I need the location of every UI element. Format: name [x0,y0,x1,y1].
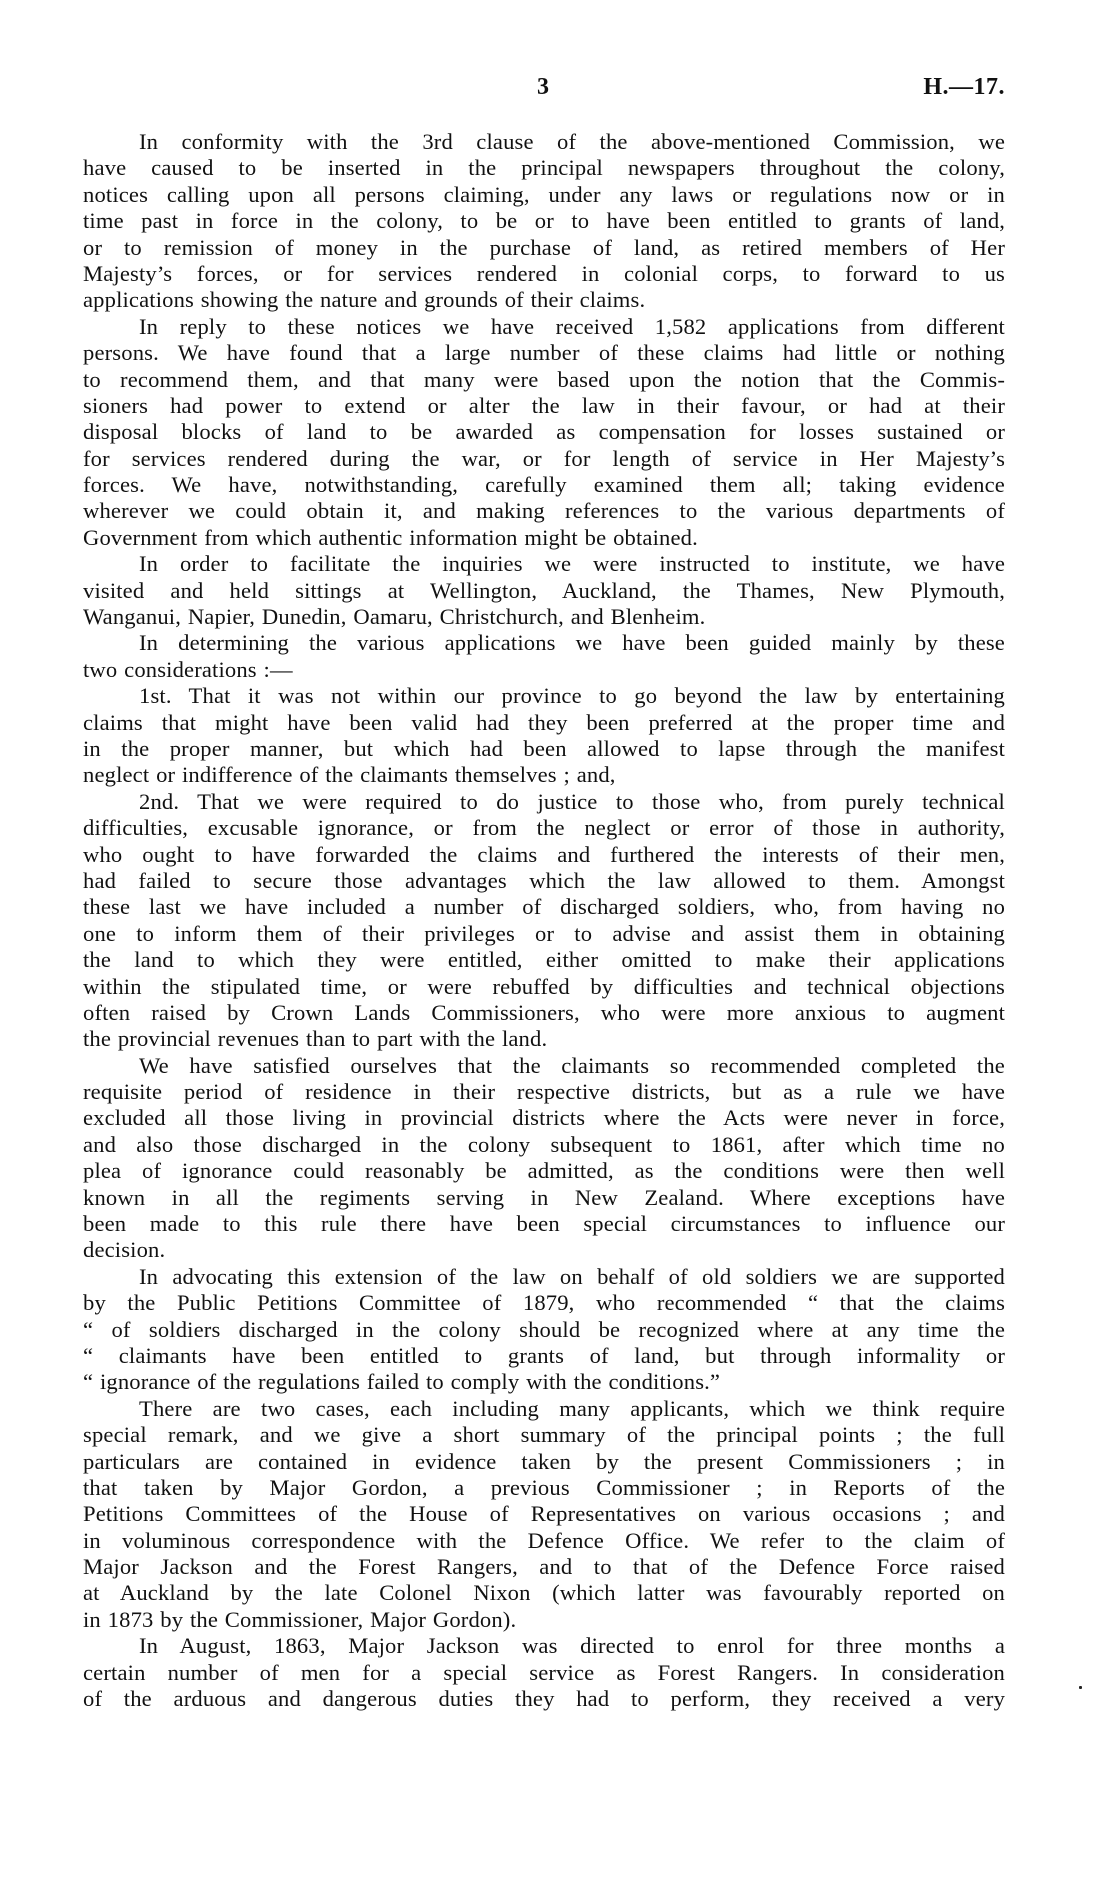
text-line: In determining the various applications we have been guided mainly by these [139,630,1005,656]
text-line: of the arduous and dangerous duties they had to perform, they received a very [83,1686,1006,1712]
paragraph [83,314,1005,552]
text-line: “ ignorance of the regulations failed to comply with the conditions.” [83,1369,721,1395]
text-line: In reply to these notices we have received 1,582 applications from different [139,313,1005,339]
page-number: 3 [537,74,549,100]
text-line: or to remission of money in the purchase of land, as retired members of Her [83,234,1005,260]
text-line: wherever we could obtain it, and making references to the various departments of [83,498,1005,524]
text-line: had failed to secure those advantages which the law allowed to them. Amongst [83,867,1005,893]
text-line: and also those discharged in the colony subsequent to 1861, after which time no [83,1131,1005,1157]
text-line: by the Public Petitions Committee of 1879, who recommended “ that the claims [83,1290,1006,1316]
text-line: In August, 1863, Major Jackson was directed to enrol for three months a [139,1633,1005,1659]
text-line: in the proper manner, but which had been allowed to lapse through the manifest [83,735,1005,761]
text-line: plea of ignorance could reasonably be admitted, as the conditions were then well [83,1158,1006,1184]
text-line: claims that might have been valid had they been preferred at the proper time and [83,709,1006,735]
paragraph [83,683,1005,789]
text-line: at Auckland by the late Colonel Nixon (which latter was favourably reported on [83,1580,1005,1606]
paragraph [83,1264,1005,1396]
paragraph [83,129,1005,314]
text-line: applications showing the nature and grounds of their claims. [83,287,646,313]
text-line: have caused to be inserted in the principal newspapers throughout the colony, [83,155,1005,181]
text-line: “ claimants have been entitled to grants of land, but through informality or [83,1342,1005,1368]
text-line: the provincial revenues than to part with the land. [83,1026,548,1052]
text-line: disposal blocks of land to be awarded as compensation for losses sustained or [83,419,1005,445]
text-line: We have satisfied ourselves that the claimants so recommended completed the [139,1052,1005,1078]
text-line: in voluminous correspondence with the Defence Office. We refer to the claim of [83,1527,1005,1553]
text-line: the land to which they were entitled, either omitted to make their applications [83,947,1005,973]
text-line: often raised by Crown Lands Commissioners, who were more anxious to augment [83,999,1005,1025]
text-line: In order to facilitate the inquiries we were instructed to institute, we have [139,551,1006,577]
text-line: within the stipulated time, or were rebuffed by difficulties and technical objections [83,973,1005,999]
text-line: Major Jackson and the Forest Rangers, and to that of the Defence Force raised [83,1554,1005,1580]
body-text [83,129,1005,1712]
text-line: that taken by Major Gordon, a previous Commissioner ; in Reports of the [83,1474,1005,1500]
paragraph [83,789,1005,1053]
text-line: notices calling upon all persons claiming, under any laws or regulations now or in [83,181,1005,207]
paragraph [83,551,1005,630]
text-line: neglect or indifference of the claimants themselves ; and, [83,762,616,788]
scan-artifact-dot [1079,1686,1082,1689]
text-line: sioners had power to extend or alter the law in their favour, or had at their [83,392,1005,418]
text-line: known in all the regiments serving in New Zealand. Where exceptions have [83,1184,1005,1210]
text-line: these last we have included a number of discharged soldiers, who, from having no [83,894,1006,920]
text-line: for services rendered during the war, or for length of service in Her Majesty’s [83,445,1006,471]
text-line: In conformity with the 3rd clause of the above-mentioned Commission, we [139,129,1005,154]
text-line: certain number of men for a special service as Forest Rangers. In consideration [83,1659,1005,1685]
text-line: been made to this rule there have been special circumstances to influence our [83,1211,1006,1237]
text-line: 1st. That it was not within our province to go beyond the law by entertaining [139,683,1005,709]
text-line: in 1873 by the Commissioner, Major Gordon). [83,1606,517,1632]
text-line: two considerations :— [83,656,293,682]
text-line: Petitions Committees of the House of Representatives on various occasions ; and [83,1501,1005,1527]
document-reference: H.—17. [923,74,1005,100]
text-line: In advocating this extension of the law on behalf of old soldiers we are supported [139,1263,1005,1289]
text-line: who ought to have forwarded the claims and furthered the interests of their men, [83,841,1005,867]
text-line: requisite period of residence in their respective districts, but as a rule we have [83,1079,1006,1105]
text-line: special remark, and we give a short summary of the principal points ; the full [83,1422,1005,1448]
text-line: difficulties, excusable ignorance, or from the neglect or error of those in authority, [83,815,1006,841]
text-line: to recommend them, and that many were based upon the notion that the Commis- [83,366,1005,392]
text-line: visited and held sittings at Wellington, Auckland, the Thames, New Plymouth, [83,577,1006,603]
text-line: decision. [83,1237,166,1263]
paragraph [83,630,1005,683]
text-line: excluded all those living in provincial districts where the Acts were never in force, [83,1105,1006,1131]
text-line: “ of soldiers discharged in the colony should be recognized where at any time the [83,1316,1006,1342]
text-line: Government from which authentic information might be obtained. [83,524,698,550]
text-line: There are two cases, each including many applicants, which we think require [139,1395,1005,1421]
text-line: one to inform them of their privileges or to advise and assist them in obtaining [83,920,1005,946]
text-line: Wanganui, Napier, Dunedin, Oamaru, Christchurch, and Blenheim. [83,604,706,630]
text-line: Majesty’s forces, or for services rendered in colonial corps, to forward to us [83,260,1005,286]
text-line: time past in force in the colony, to be or to have been entitled to grants of land, [83,208,1006,234]
paragraph [83,1053,1005,1264]
text-line: particulars are contained in evidence taken by the present Commissioners ; in [83,1448,1005,1474]
page-header [83,74,1005,102]
paragraph [83,1633,1005,1712]
text-line: forces. We have, notwithstanding, carefully examined them all; taking evidence [83,472,1005,498]
text-line: 2nd. That we were required to do justice to those who, from purely technical [139,788,1005,814]
text-line: persons. We have found that a large number of these claims had little or nothing [83,340,1005,366]
paragraph [83,1396,1005,1634]
